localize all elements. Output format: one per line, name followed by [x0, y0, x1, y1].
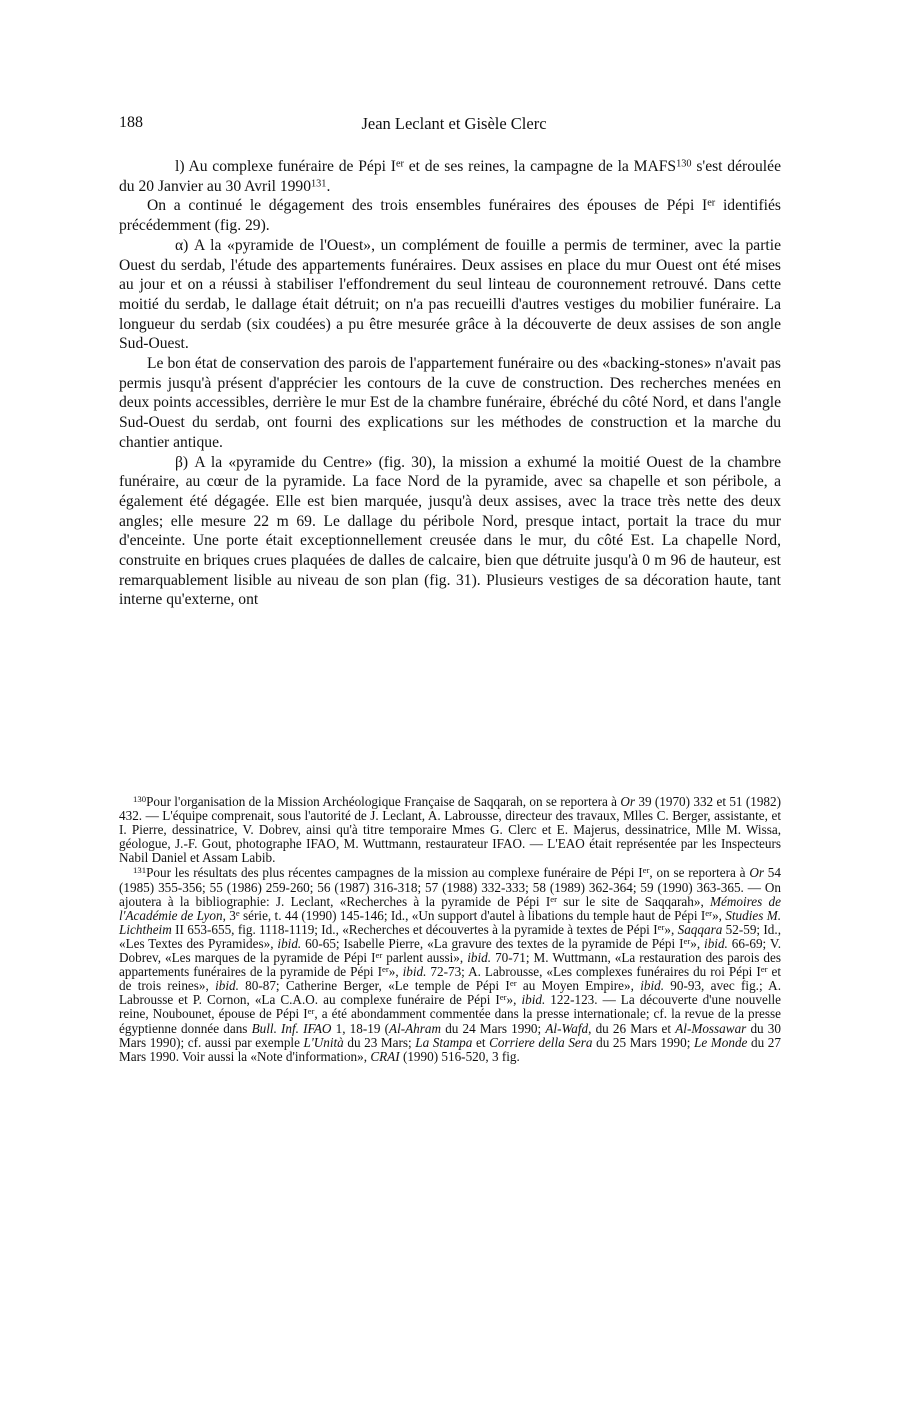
- page-number: 188: [119, 114, 143, 131]
- footnote-number: 131: [133, 865, 147, 876]
- footnote-131: $^{131}$Pour les résultats des plus récentes campagnes de la mission au complexe funéraire de Pépi Ier, on se reportera à Or 54 (1985) 355-356; 55 (1986) 259-260; 56 (1987) 316-318; 57 (1988) 332-333; 58 (1989) 362-364; 59 (1990) 363-365. — On ajoutera à la bibliographie: J. Leclant, «Recherches à la pyramide de Pépi Ier sur le site de Saqqarah», Mémoires de l'Académie de Lyon, 3e série, t. 44 (1990) 145-146; Id., «Un support d'autel à libations du temple haut de Pépi Ier», Studies M. Lichtheim II 653-655, fig. 1118-1119; Id., «Recherches et découvertes à la pyramide à textes de Pépi Ier», Saqqara 52-59; Id., «Les Textes des Pyramides», ibid. 60-65; Isabelle Pierre, «La gravure des textes de la pyramide de Pépi Ier», ibid. 66-69; V. Dobrev, «Les marques de la pyramide de Pépi Ier parlent aussi», ibid. 70-71; M. Wuttmann, «La restauration des parois des appartements funéraires de la pyramide de Pépi Ier», ibid. 72-73; A. Labrousse, «Les complexes funéraires du roi Pépi Ier et de trois reines», ibid. 80-87; Catherine Berger, «Le temple de Pépi Ier au Moyen Empire», ibid. 90-93, avec fig.; A. Labrousse et P. Cornon, «La C.A.O. au complexe funéraire de Pépi Ier», ibid. 122-123. — La découverte d'une nouvelle reine, Noubounet, épouse de Pépi Ier, a été abondamment commentée dans la presse internationale; cf. la revue de la presse égyptienne donnée dans Bull. Inf. IFAO 1, 18-19 (Al-Ahram du 24 Mars 1990; Al-Wafd, du 26 Mars et Al-Mossawar du 30 Mars 1990); cf. aussi par exemple L'Unità du 23 Mars; La Stampa et Corriere della Sera du 25 Mars 1990; Le Monde du 27 Mars 1990. Voir aussi la «Note d'information», CRAI (1990) 516-520, 3 fig.: [119, 865, 782, 1064]
- paragraph-2: On a continué le dégagement des trois ensembles funéraires des épouses de Pépi Ier identifiés précédemment (fig. 29).: [119, 197, 781, 235]
- footnote-ref-130: 130: [676, 158, 692, 170]
- footnote-ref-131: 131: [311, 178, 327, 190]
- paragraph-3: α) A la «pyramide de l'Ouest», un complément de fouille a permis de terminer, avec la partie Ouest du serdab, l'étude des appartements funéraires. Deux assises en place du mur Ouest ont été mises au jour et on a réussi à stabiliser l'effondrement du seul linteau de couronnement retrouvé. Dans cette moitié du serdab, le dallage était détruit; on n'a pas recueilli d'autres vestiges du mobilier funéraire. La longueur du serdab (six coudées) a pu être mesurée grâce à la découverte de deux assises de son angle Sud-Ouest.: [119, 236, 781, 353]
- footnote-130: $^{130}$Pour l'organisation de la Mission Archéologique Française de Saqqarah, on se reportera à Or 39 (1970) 332 et 51 (1982) 432. — L'équipe comprenait, sous l'autorité de J. Leclant, A. Labrousse, directeur des travaux, Mlles C. Berger, assistante, et I. Pierre, dessinatrice, V. Dobrev, ainsi qu'à titre temporaire Mmes G. Clerc et E. Majerus, dessinatrice, Mlle M. Wissa, géologue, J.-F. Gout, photographe IFAO, M. Wuttmann, restaurateur IFAO. — L'EAO était représentée par les Inspecteurs Nabil Daniel et Assam Labib.: [119, 794, 781, 866]
- footnotes: [119, 795, 781, 1065]
- paragraph-5: β) A la «pyramide du Centre» (fig. 30), la mission a exhumé la moitié Ouest de la chambre funéraire, au cœur de la pyramide. La face Nord de la pyramide, avec sa chapelle et son péribole, a également été dégagée. Elle est bien marquée, jusqu'à deux assises, avec la trace très nette des deux angles; elle mesure 22 m 69. Le dallage du péribole Nord, presque intact, portait la trace du mur d'enceinte. Une porte était exceptionnellement creusée dans le mur, du côté Est. La chapelle Nord, construite en briques crues plaquées de dalles de calcaire, bien que détruite jusqu'à 0 m 96 de hauteur, est remarquablement lisible au niveau de son plan (fig. 31). Plusieurs vestiges de sa décoration haute, tant interne qu'externe, ont: [119, 453, 781, 609]
- paragraph-4: Le bon état de conservation des parois de l'appartement funéraire ou des «backing-stones» n'avait pas permis jusqu'à présent d'apprécier les contours de la cuve de construction. Des recherches menées en deux points accessibles, derrière le mur Est de la chambre funéraire, ébréché du côté Nord, et dans l'angle Sud-Ouest du serdab, ont fourni des explications sur les méthodes de construction et la marche du chantier antique.: [119, 355, 781, 451]
- paragraph-1: l) Au complexe funéraire de Pépi Ier et de ses reines, la campagne de la MAFS$^{130}$ s'est déroulée du 20 Janvier au 30 Avril 1990$^{131}$.: [119, 158, 781, 195]
- running-head: Jean Leclant et Gisèle Clerc: [361, 114, 547, 133]
- page-header: [119, 114, 789, 138]
- main-text: [119, 157, 781, 610]
- footnote-number: 130: [133, 794, 147, 805]
